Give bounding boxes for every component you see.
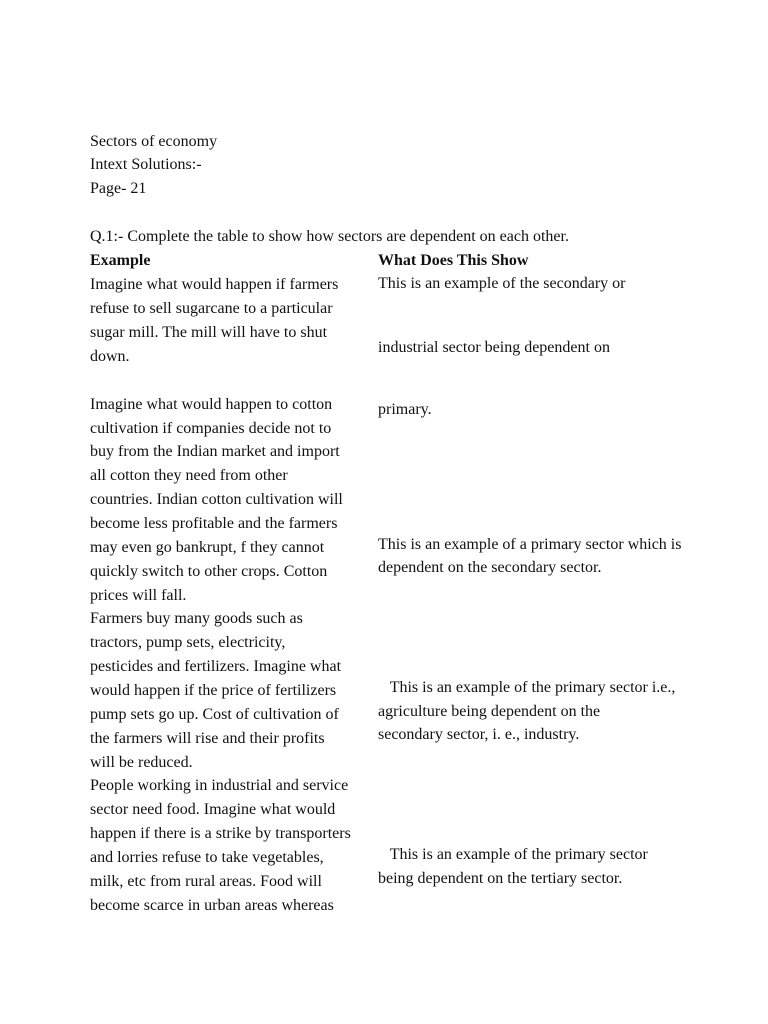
example-line: sugar mill. The mill will have to shut	[90, 324, 328, 341]
example-line: sector need food. Imagine what would	[90, 801, 336, 818]
example-line: will be reduced.	[90, 754, 193, 771]
explanation-line: This is an example of the primary sector i.e.,	[378, 679, 676, 696]
example-line: refuse to sell sugarcane to a particular	[90, 300, 333, 317]
explanation-line: This is an example of a primary sector which is	[378, 536, 682, 553]
example-line: and lorries refuse to take vegetables,	[90, 849, 324, 866]
column-header-example: Example	[90, 252, 151, 269]
example-line: People working in industrial and service	[90, 777, 349, 794]
explanation-line: This is an example of the primary sector	[378, 846, 648, 863]
example-line: buy from the Indian market and import	[90, 443, 340, 460]
doc-subtitle: Intext Solutions:-	[90, 156, 202, 173]
example-line: countries. Indian cotton cultivation will	[90, 491, 343, 508]
example-line: Farmers buy many goods such as	[90, 610, 303, 627]
explanation-line: agriculture being dependent on the	[378, 703, 601, 720]
example-line: happen if there is a strike by transporters	[90, 825, 351, 842]
example-line: Imagine what would happen if farmers	[90, 276, 339, 293]
example-line: quickly switch to other crops. Cotton	[90, 563, 328, 580]
doc-page-number: Page- 21	[90, 180, 147, 197]
example-line: milk, etc from rural areas. Food will	[90, 873, 322, 890]
question-text: Q.1:- Complete the table to show how sectors are dependent on each other.	[90, 228, 569, 245]
explanation-line: secondary sector, i. e., industry.	[378, 726, 580, 743]
explanation-line: This is an example of the secondary or	[378, 275, 626, 292]
example-line: cultivation if companies decide not to	[90, 420, 332, 437]
example-line: down.	[90, 348, 130, 365]
explanation-line: industrial sector being dependent on	[378, 339, 610, 356]
explanation-line: being dependent on the tertiary sector.	[378, 870, 623, 887]
example-line: would happen if the price of fertilizers	[90, 682, 337, 699]
example-line: pump sets go up. Cost of cultivation of	[90, 706, 339, 723]
example-line: may even go bankrupt, f they cannot	[90, 539, 325, 556]
example-line: pesticides and fertilizers. Imagine what	[90, 658, 342, 675]
column-header-what-does-this-show: What Does This Show	[378, 252, 529, 269]
doc-title: Sectors of economy	[90, 133, 218, 150]
example-line: prices will fall.	[90, 587, 187, 604]
explanation-line: dependent on the secondary sector.	[378, 559, 602, 576]
example-line: become scarce in urban areas whereas	[90, 897, 334, 914]
explanation-line: primary.	[378, 401, 432, 418]
example-line: become less profitable and the farmers	[90, 515, 338, 532]
example-line: Imagine what would happen to cotton	[90, 396, 333, 413]
example-line: the farmers will rise and their profits	[90, 730, 325, 747]
example-line: tractors, pump sets, electricity,	[90, 634, 286, 651]
example-line: all cotton they need from other	[90, 467, 288, 484]
